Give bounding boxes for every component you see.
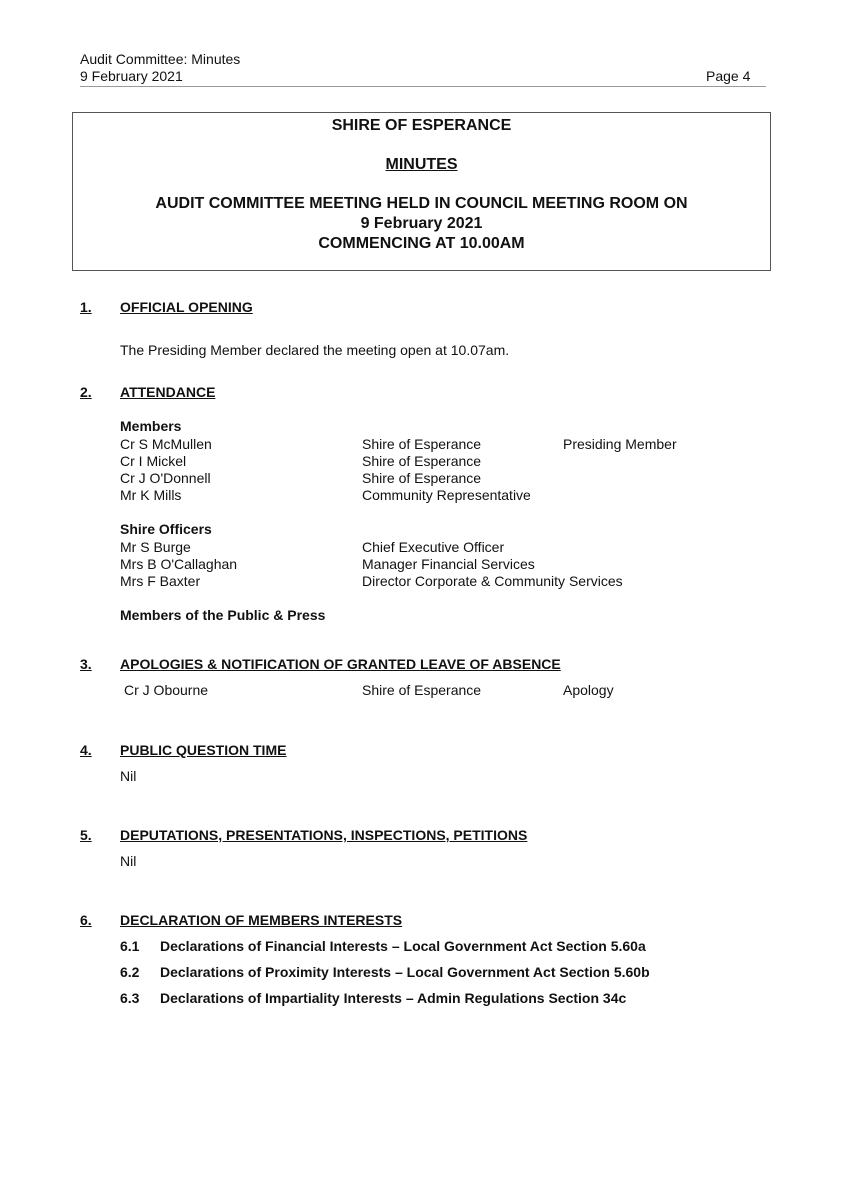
subsection-number: 6.3 [120, 990, 140, 1006]
meeting-line-3: COMMENCING AT 10.00AM [318, 235, 525, 252]
section-6-number: 6. [80, 912, 92, 928]
member-name: Cr J O'Donnell [120, 470, 211, 486]
section-5-title: DEPUTATIONS, PRESENTATIONS, INSPECTIONS, PETITIONS [120, 827, 528, 843]
officer-title: Manager Financial Services [362, 556, 535, 572]
header-page-number: Page 4 [706, 68, 751, 84]
officer-title: Chief Executive Officer [362, 539, 505, 555]
header-date: 9 February 2021 [80, 68, 183, 84]
section-4-title: PUBLIC QUESTION TIME [120, 742, 287, 758]
officer-name: Mrs B O'Callaghan [120, 556, 238, 572]
member-role: Presiding Member [563, 436, 677, 452]
running-header [80, 51, 240, 85]
apology-name: Cr J Obourne [124, 682, 209, 698]
section-1-text: The Presiding Member declared the meeting open at 10.07am. [120, 342, 510, 358]
section-1-title: OFFICIAL OPENING [120, 299, 253, 315]
section-6-title: DECLARATION OF MEMBERS INTERESTS [120, 912, 403, 928]
section-1-number: 1. [80, 299, 92, 315]
doc-type-label: MINUTES [385, 156, 458, 173]
apology-org: Shire of Esperance [362, 682, 482, 698]
subsection-title: Declarations of Financial Interests – Local Government Act Section 5.60a [160, 938, 646, 954]
meeting-line-2: 9 February 2021 [360, 215, 483, 232]
public-heading: Members of the Public & Press [120, 607, 326, 623]
section-3-number: 3. [80, 656, 92, 672]
subsection-title: Declarations of Proximity Interests – Local Government Act Section 5.60b [160, 964, 650, 980]
member-org: Shire of Esperance [362, 453, 482, 469]
subsection-number: 6.2 [120, 964, 140, 980]
subsection-number: 6.1 [120, 938, 140, 954]
meeting-details [73, 194, 770, 254]
member-name: Cr I Mickel [120, 453, 187, 469]
section-2-title: ATTENDANCE [120, 384, 216, 400]
members-heading: Members [120, 418, 182, 434]
officer-name: Mrs F Baxter [120, 573, 201, 589]
member-name: Mr K Mills [120, 487, 182, 503]
section-5-number: 5. [80, 827, 92, 843]
member-org: Community Representative [362, 487, 531, 503]
section-4-text: Nil [120, 768, 137, 784]
header-divider [80, 86, 766, 87]
member-name: Cr S McMullen [120, 436, 212, 452]
title-box [72, 112, 771, 271]
doc-type [73, 155, 770, 175]
section-2-number: 2. [80, 384, 92, 400]
member-org: Shire of Esperance [362, 436, 482, 452]
subsection-title: Declarations of Impartiality Interests – Admin Regulations Section 34c [160, 990, 627, 1006]
header-doc-title: Audit Committee: Minutes [80, 51, 241, 67]
section-3-title: APOLOGIES & NOTIFICATION OF GRANTED LEAVE OF ABSENCE [120, 656, 561, 672]
officer-name: Mr S Burge [120, 539, 191, 555]
section-5-text: Nil [120, 853, 137, 869]
section-4-number: 4. [80, 742, 92, 758]
officers-heading: Shire Officers [120, 521, 212, 537]
officer-title: Director Corporate & Community Services [362, 573, 623, 589]
meeting-line-1: AUDIT COMMITTEE MEETING HELD IN COUNCIL MEETING ROOM ON [155, 195, 688, 212]
apology-type: Apology [563, 682, 614, 698]
member-org: Shire of Esperance [362, 470, 482, 486]
org-name: SHIRE OF ESPERANCE [331, 117, 512, 134]
